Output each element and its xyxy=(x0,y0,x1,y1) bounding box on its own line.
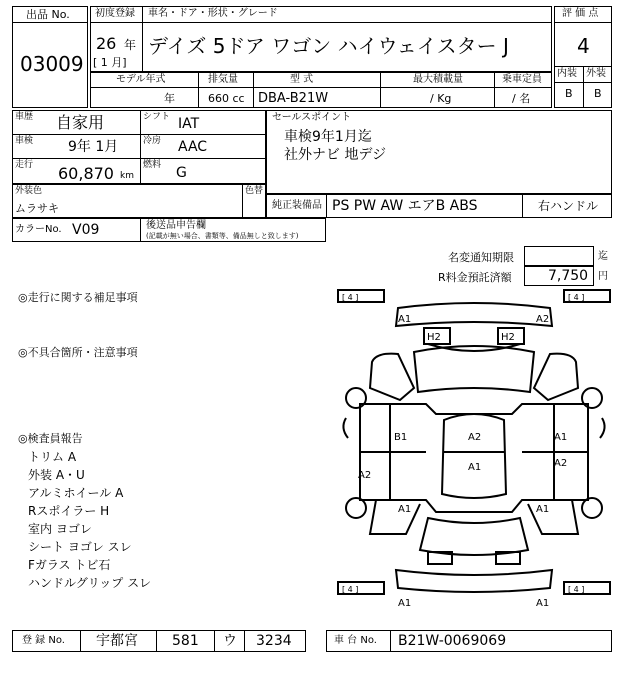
recycle-unit: 円 xyxy=(598,271,608,282)
report-item: ハンドルグリップ スレ xyxy=(28,576,152,590)
damage-mark: A1 xyxy=(536,504,550,515)
registration-kana: ウ xyxy=(223,633,237,649)
damage-mark: H2 xyxy=(427,332,441,343)
equipment-value: PS PW AW エアB ABS xyxy=(332,198,478,214)
report-item: Fガラス トビ石 xyxy=(28,558,111,572)
report-item: アルミホイール A xyxy=(28,486,124,500)
repaint-label: 色替 xyxy=(245,186,264,196)
sales-points-label: セールスポイント xyxy=(272,112,352,123)
damage-mark: A2 xyxy=(554,458,568,469)
equipment-label: 純正装備品 xyxy=(272,200,322,211)
chassis-label: 車 台 No. xyxy=(334,635,377,646)
damage-mark: A1 xyxy=(554,432,568,443)
damage-mark: A1 xyxy=(536,598,550,609)
interior-grade: B xyxy=(565,87,573,100)
capacity-value: / 名 xyxy=(512,92,531,105)
damage-mark: A2 xyxy=(358,470,372,481)
sales-point-2: 社外ナビ 地デジ xyxy=(284,147,387,163)
ac-label: 冷房 xyxy=(143,136,162,146)
recycle-value: 7,750 xyxy=(548,268,589,284)
lot-no-label: 出品 No. xyxy=(26,8,70,21)
chassis-number: B21W-0069069 xyxy=(398,633,507,649)
tire-depth-label: [ 4 ] xyxy=(342,293,359,302)
interior-label: 内装 xyxy=(557,68,577,79)
registration-class: 581 xyxy=(172,633,199,649)
mileage-value: 60,870 xyxy=(58,164,114,183)
max-load-value: / Kg xyxy=(430,92,452,105)
ac-value: AAC xyxy=(178,139,208,155)
registration-label: 登 録 No. xyxy=(22,635,65,646)
color-value: ムラサキ xyxy=(15,202,59,215)
damage-mark: A2 xyxy=(468,432,482,443)
displacement-label: 排気量 xyxy=(208,74,238,85)
damage-mark: A2 xyxy=(536,314,550,325)
color-no-value: V09 xyxy=(72,222,100,238)
registration-year: 26 xyxy=(96,34,117,53)
steering-value: 右ハンドル xyxy=(538,199,599,213)
report-item: Rスポイラー H xyxy=(28,504,110,518)
color-no-label: カラーNo. xyxy=(15,224,62,235)
mileage-unit: km xyxy=(120,171,134,181)
report-item: シート ヨゴレ スレ xyxy=(28,540,132,554)
report-item: 室内 ヨゴレ xyxy=(28,522,92,536)
inspection-label: 車検 xyxy=(15,136,34,146)
report-item: トリム A xyxy=(28,450,77,464)
name-change-label: 名変通知期限 xyxy=(448,251,514,264)
car-damage-diagram xyxy=(336,288,612,610)
registration-number: 3234 xyxy=(256,633,292,649)
tire-depth-label: [ 4 ] xyxy=(342,585,359,594)
capacity-label: 乗車定員 xyxy=(502,74,542,85)
tire-depth-label: [ 4 ] xyxy=(568,585,585,594)
exterior-grade: B xyxy=(594,87,602,100)
max-load-label: 最大積載量 xyxy=(413,74,463,85)
color-label: 外装色 xyxy=(15,186,43,196)
damage-mark: A1 xyxy=(398,314,412,325)
car-name: デイズ 5ドア ワゴン ハイウェイスター J xyxy=(148,34,509,58)
shift-label: シフト xyxy=(143,112,171,122)
year-unit: 年 xyxy=(124,38,137,52)
report-item: 外装 A・U xyxy=(28,468,85,482)
damage-mark: A1 xyxy=(398,598,412,609)
car-name-label: 車名・ドア・形状・グレード xyxy=(148,8,278,19)
fuel-label: 燃料 xyxy=(143,160,162,170)
score-label: 評 価 点 xyxy=(562,8,599,19)
model-year-label: モデル年式 xyxy=(116,74,166,85)
damage-mark: A1 xyxy=(398,504,412,515)
history-value: 自家用 xyxy=(56,113,105,132)
overall-score: 4 xyxy=(577,34,590,58)
driving-notes-label: ◎走行に関する補足事項 xyxy=(18,291,138,304)
details-box xyxy=(12,110,266,184)
registration-office: 宇都宮 xyxy=(96,633,138,649)
inspector-report-label: ◎検査員報告 xyxy=(18,432,83,445)
inspector-report-list xyxy=(28,448,151,592)
sales-point-1: 車検9年1月迄 xyxy=(284,129,372,145)
fuel-value: G xyxy=(176,165,187,181)
type-label: 型 式 xyxy=(290,74,314,85)
exterior-label: 外装 xyxy=(586,68,606,79)
lot-number: 03009 xyxy=(20,52,84,76)
shift-value: IAT xyxy=(178,116,200,132)
defects-label: ◎不具合箇所・注意事項 xyxy=(18,346,138,359)
model-year-unit: 年 xyxy=(164,92,175,105)
mileage-label: 走行 xyxy=(15,160,34,170)
damage-mark: A1 xyxy=(468,462,482,473)
first-registration-label: 初度登録 xyxy=(95,8,135,19)
name-change-unit: 迄 xyxy=(598,251,608,262)
registration-month: [ 1 月] xyxy=(93,56,127,69)
damage-mark: H2 xyxy=(501,332,515,343)
recycle-label: R料金預託済額 xyxy=(438,271,512,284)
damage-mark: B1 xyxy=(394,432,408,443)
history-label: 車歴 xyxy=(15,112,34,122)
later-report-note: (記載が無い場合、書類等、備品無しと致します) xyxy=(146,232,299,240)
inspection-value: 9年 1月 xyxy=(68,139,119,155)
later-report-label: 後送品申告欄 xyxy=(146,220,206,231)
tire-depth-label: [ 4 ] xyxy=(568,293,585,302)
model-type: DBA-B21W xyxy=(258,91,329,106)
name-change-field xyxy=(524,246,594,266)
displacement-value: 660 cc xyxy=(208,92,245,105)
